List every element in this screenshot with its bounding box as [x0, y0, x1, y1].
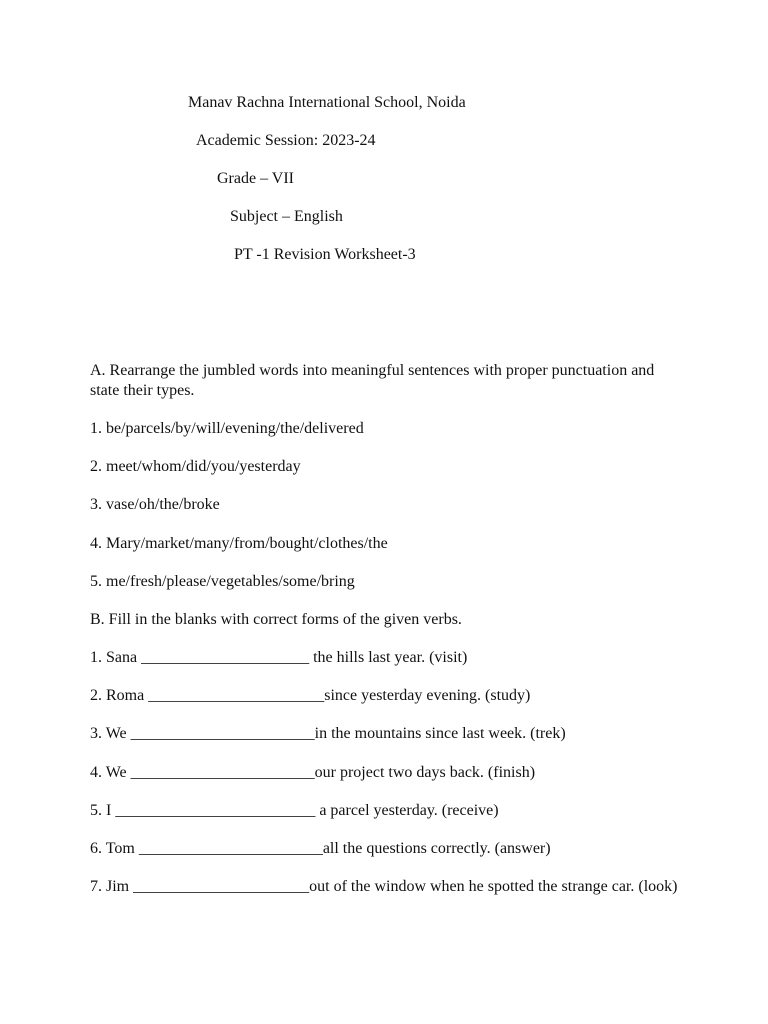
school-name: Manav Rachna International School, Noida [188, 94, 466, 111]
section-b-item: 4. We _______________________our project two days back. (finish) [90, 764, 536, 781]
worksheet-title: PT -1 Revision Worksheet-3 [234, 246, 416, 263]
section-a-item: 3. vase/oh/the/broke [90, 496, 220, 513]
section-a-item: 1. be/parcels/by/will/evening/the/delivered [90, 420, 364, 437]
section-b-instruction: B. Fill in the blanks with correct forms of the given verbs. [90, 611, 462, 628]
section-b-item: 1. Sana _____________________ the hills last year. (visit) [90, 649, 468, 666]
section-a-instruction: A. Rearrange the jumbled words into meaningful sentences with proper punctuation and state their types. [90, 362, 655, 399]
section-b-item: 3. We _______________________in the mountains since last week. (trek) [90, 725, 566, 742]
subject: Subject – English [230, 208, 343, 225]
section-b-item: 2. Roma ______________________since yesterday evening. (study) [90, 687, 531, 704]
grade: Grade – VII [217, 170, 295, 187]
section-a-item: 2. meet/whom/did/you/yesterday [90, 458, 301, 475]
section-b-item: 7. Jim ______________________out of the window when he spotted the strange car. (look) [90, 878, 678, 895]
section-b-item: 6. Tom _______________________all the questions correctly. (answer) [90, 840, 551, 857]
section-b-item: 5. I _________________________ a parcel yesterday. (receive) [90, 802, 499, 819]
section-a-item: 5. me/fresh/please/vegetables/some/bring [90, 573, 355, 590]
section-a-item: 4. Mary/market/many/from/bought/clothes/the [90, 535, 388, 552]
academic-session: Academic Session: 2023-24 [196, 132, 376, 149]
